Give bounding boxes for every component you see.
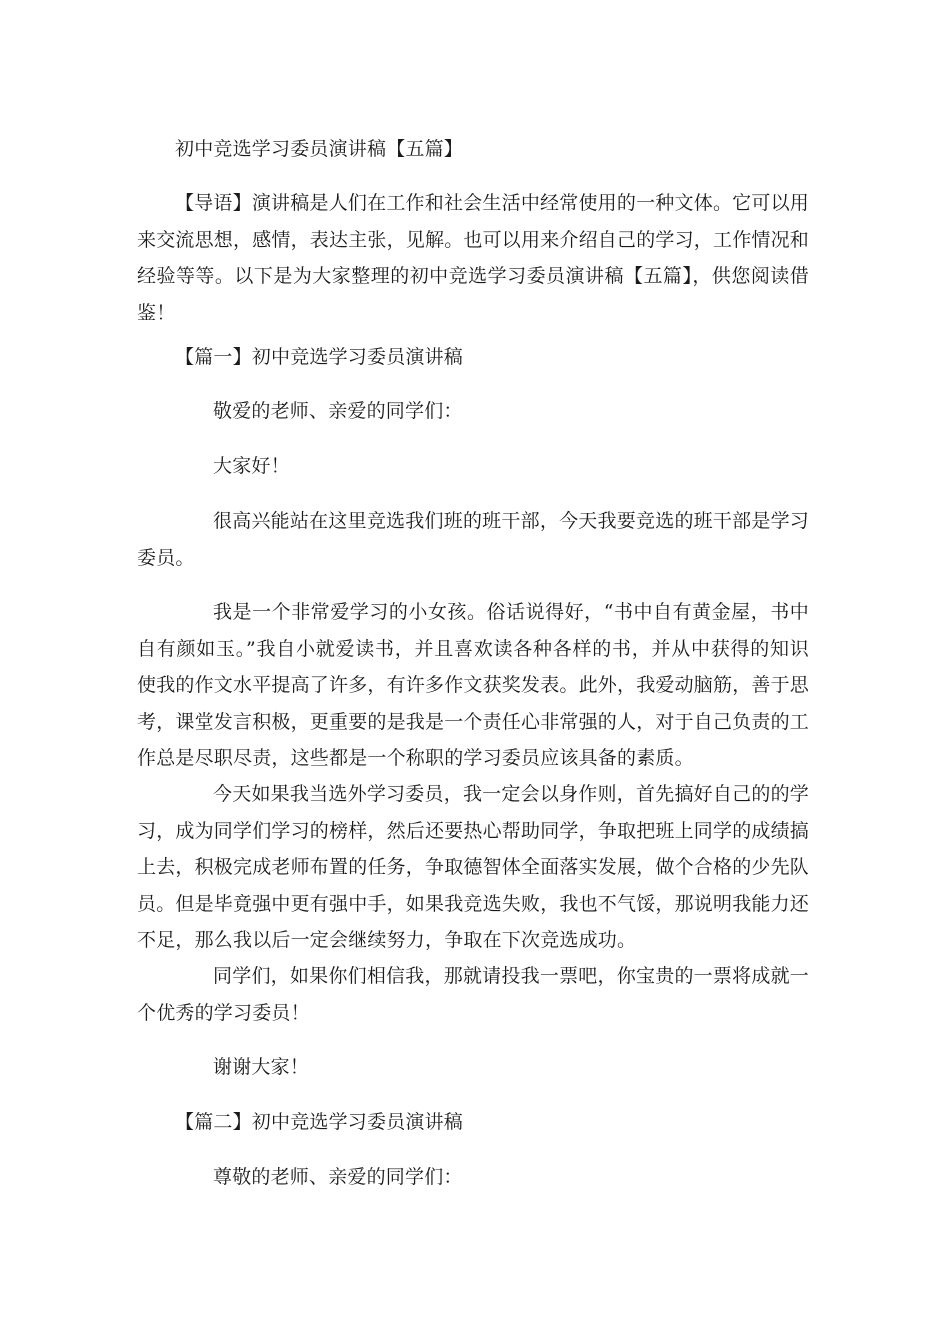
greeting: 大家好！ xyxy=(213,455,290,477)
salutation-1: 敬爱的老师、亲爱的同学们： xyxy=(213,400,463,422)
document-title: 初中竞选学习委员演讲稿【五篇】 xyxy=(175,138,464,160)
section-heading-1: 【篇一】初中竞选学习委员演讲稿 xyxy=(175,346,464,368)
closing-thanks: 谢谢大家！ xyxy=(213,1056,310,1078)
intro-paragraph: 【导语】演讲稿是人们在工作和社会生活中经常使用的一种文体。它可以用来交流思想，感情，表达主张，见解。也可以用来介绍自己的学习，工作情况和经验等等。以下是为大家整理的初中竞选学习委员演讲稿【五篇】，供您阅读借鉴！ xyxy=(137,192,810,324)
section-heading-2: 【篇二】初中竞选学习委员演讲稿 xyxy=(175,1111,464,1133)
paragraph-4: 同学们，如果你们相信我，那就请投我一票吧，你宝贵的一票将成就一个优秀的学习委员！ xyxy=(137,965,809,1024)
salutation-2: 尊敬的老师、亲爱的同学们： xyxy=(213,1166,463,1188)
paragraph-1: 很高兴能站在这里竞选我们班的班干部，今天我要竞选的班干部是学习委员。 xyxy=(137,510,809,569)
paragraph-2: 我是一个非常爱学习的小女孩。俗话说得好，“书中自有黄金屋，书中自有颜如玉。”我自小就爱读书，并且喜欢读各种各样的书，并从中获得的知识使我的作文水平提高了许多，有许多作文获奖发表。此外，我爱动脑筋，善于思考，课堂发言积极，更重要的是我是一个责任心非常强的人，对于自己负责的工作总是尽职尽责，这些都是一个称职的学习委员应该具备的素质。 xyxy=(137,601,810,769)
paragraph-3: 今天如果我当选外学习委员，我一定会以身作则，首先搞好自己的的学习，成为同学们学习的榜样，然后还要热心帮助同学，争取把班上同学的成绩搞上去，积极完成老师布置的任务，争取德智体全面落实发展，做个合格的少先队员。但是毕竟强中更有强中手，如果我竞选失败，我也不气馁，那说明我能力还不足，那么我以后一定会继续努力，争取在下次竞选成功。 xyxy=(137,783,810,951)
